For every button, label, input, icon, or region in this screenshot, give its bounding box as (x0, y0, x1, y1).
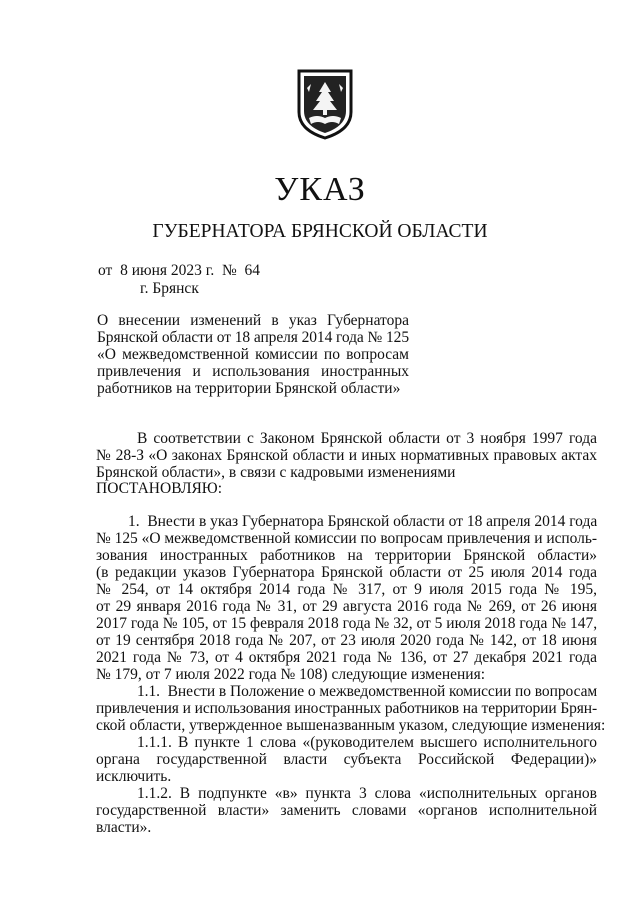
item-1-1-line: ской области, утвержденное вышеназванным указом, следующие изменения: (96, 717, 606, 734)
preamble-line: Брянской области», в связи с кадровыми изменениями (96, 464, 456, 481)
item-1-1-line: привлечения и использования иностранных работников на территории Брян- (96, 700, 597, 717)
city-line: г. Брянск (140, 280, 199, 297)
item-1-1-1-line: органа государственной власти субъекта Российской Федерации)» (96, 751, 597, 768)
item-1-line: от 19 сентября 2018 года № 207, от 23 июля 2020 года № 142, от 18 июня (96, 632, 597, 649)
subject-line: О внесении изменений в указ Губернатора (97, 312, 409, 329)
document-title: УКАЗ (274, 171, 366, 208)
item-1-1-2-line: 1.1.2. В подпункте «в» пункта 3 слова «исполнительных органов (137, 785, 597, 802)
item-1-line: 2021 года № 73, от 4 октября 2021 года № 136, от 27 декабря 2021 года (96, 649, 597, 666)
date-number-line: от 8 июня 2023 г. № 64 (98, 262, 261, 279)
preamble-line: В соответствии с Законом Брянской области от 3 ноября 1997 года (137, 430, 597, 447)
coat-of-arms-icon (295, 68, 355, 140)
item-1-line: 2017 года № 105, от 15 февраля 2018 года № 32, от 5 июля 2018 года № 147, (96, 615, 598, 632)
item-1-line: № 125 «О межведомственной комиссии по вопросам привлечения и исполь- (96, 530, 597, 547)
item-1-line: (в редакции указов Губернатора Брянской области от 25 июля 2014 года (96, 564, 597, 581)
item-1-line: 1. Внести в указ Губернатора Брянской области от 18 апреля 2014 года (128, 513, 598, 530)
item-1-1-2-line: власти». (96, 819, 152, 836)
subject-line: работников на территории Брянской области» (97, 380, 401, 397)
item-1-line: № 254, от 14 октября 2014 года № 317, от 9 июля 2015 года № 195, (96, 581, 597, 598)
document-subtitle: ГУБЕРНАТОРА БРЯНСКОЙ ОБЛАСТИ (152, 221, 488, 242)
item-1-line: зования иностранных работников на территории Брянской области» (96, 547, 597, 564)
item-1-1-2-line: государственной власти» заменить словами «органов исполнительной (96, 802, 597, 819)
subject-line: «О межведомственной комиссии по вопросам (97, 346, 409, 363)
postanovlyayu: ПОСТАНОВЛЯЮ: (96, 480, 223, 497)
item-1-1-line: 1.1. Внести в Положение о межведомственной комиссии по вопросам (137, 683, 598, 700)
item-1-1-1-line: исключить. (96, 768, 172, 785)
subject-line: Брянской области от 18 апреля 2014 года № 125 (97, 329, 409, 346)
item-1-line: от 29 января 2016 года № 31, от 29 августа 2016 года № 269, от 26 июня (96, 598, 597, 615)
subject-line: привлечения и использования иностранных (97, 363, 409, 380)
item-1-line: № 179, от 7 июля 2022 года № 108) следующие изменения: (96, 666, 486, 683)
preamble-line: № 28-З «О законах Брянской области и иных нормативных правовых актах (96, 447, 597, 464)
item-1-1-1-line: 1.1.1. В пункте 1 слова «(руководителем высшего исполнительного (137, 734, 597, 751)
